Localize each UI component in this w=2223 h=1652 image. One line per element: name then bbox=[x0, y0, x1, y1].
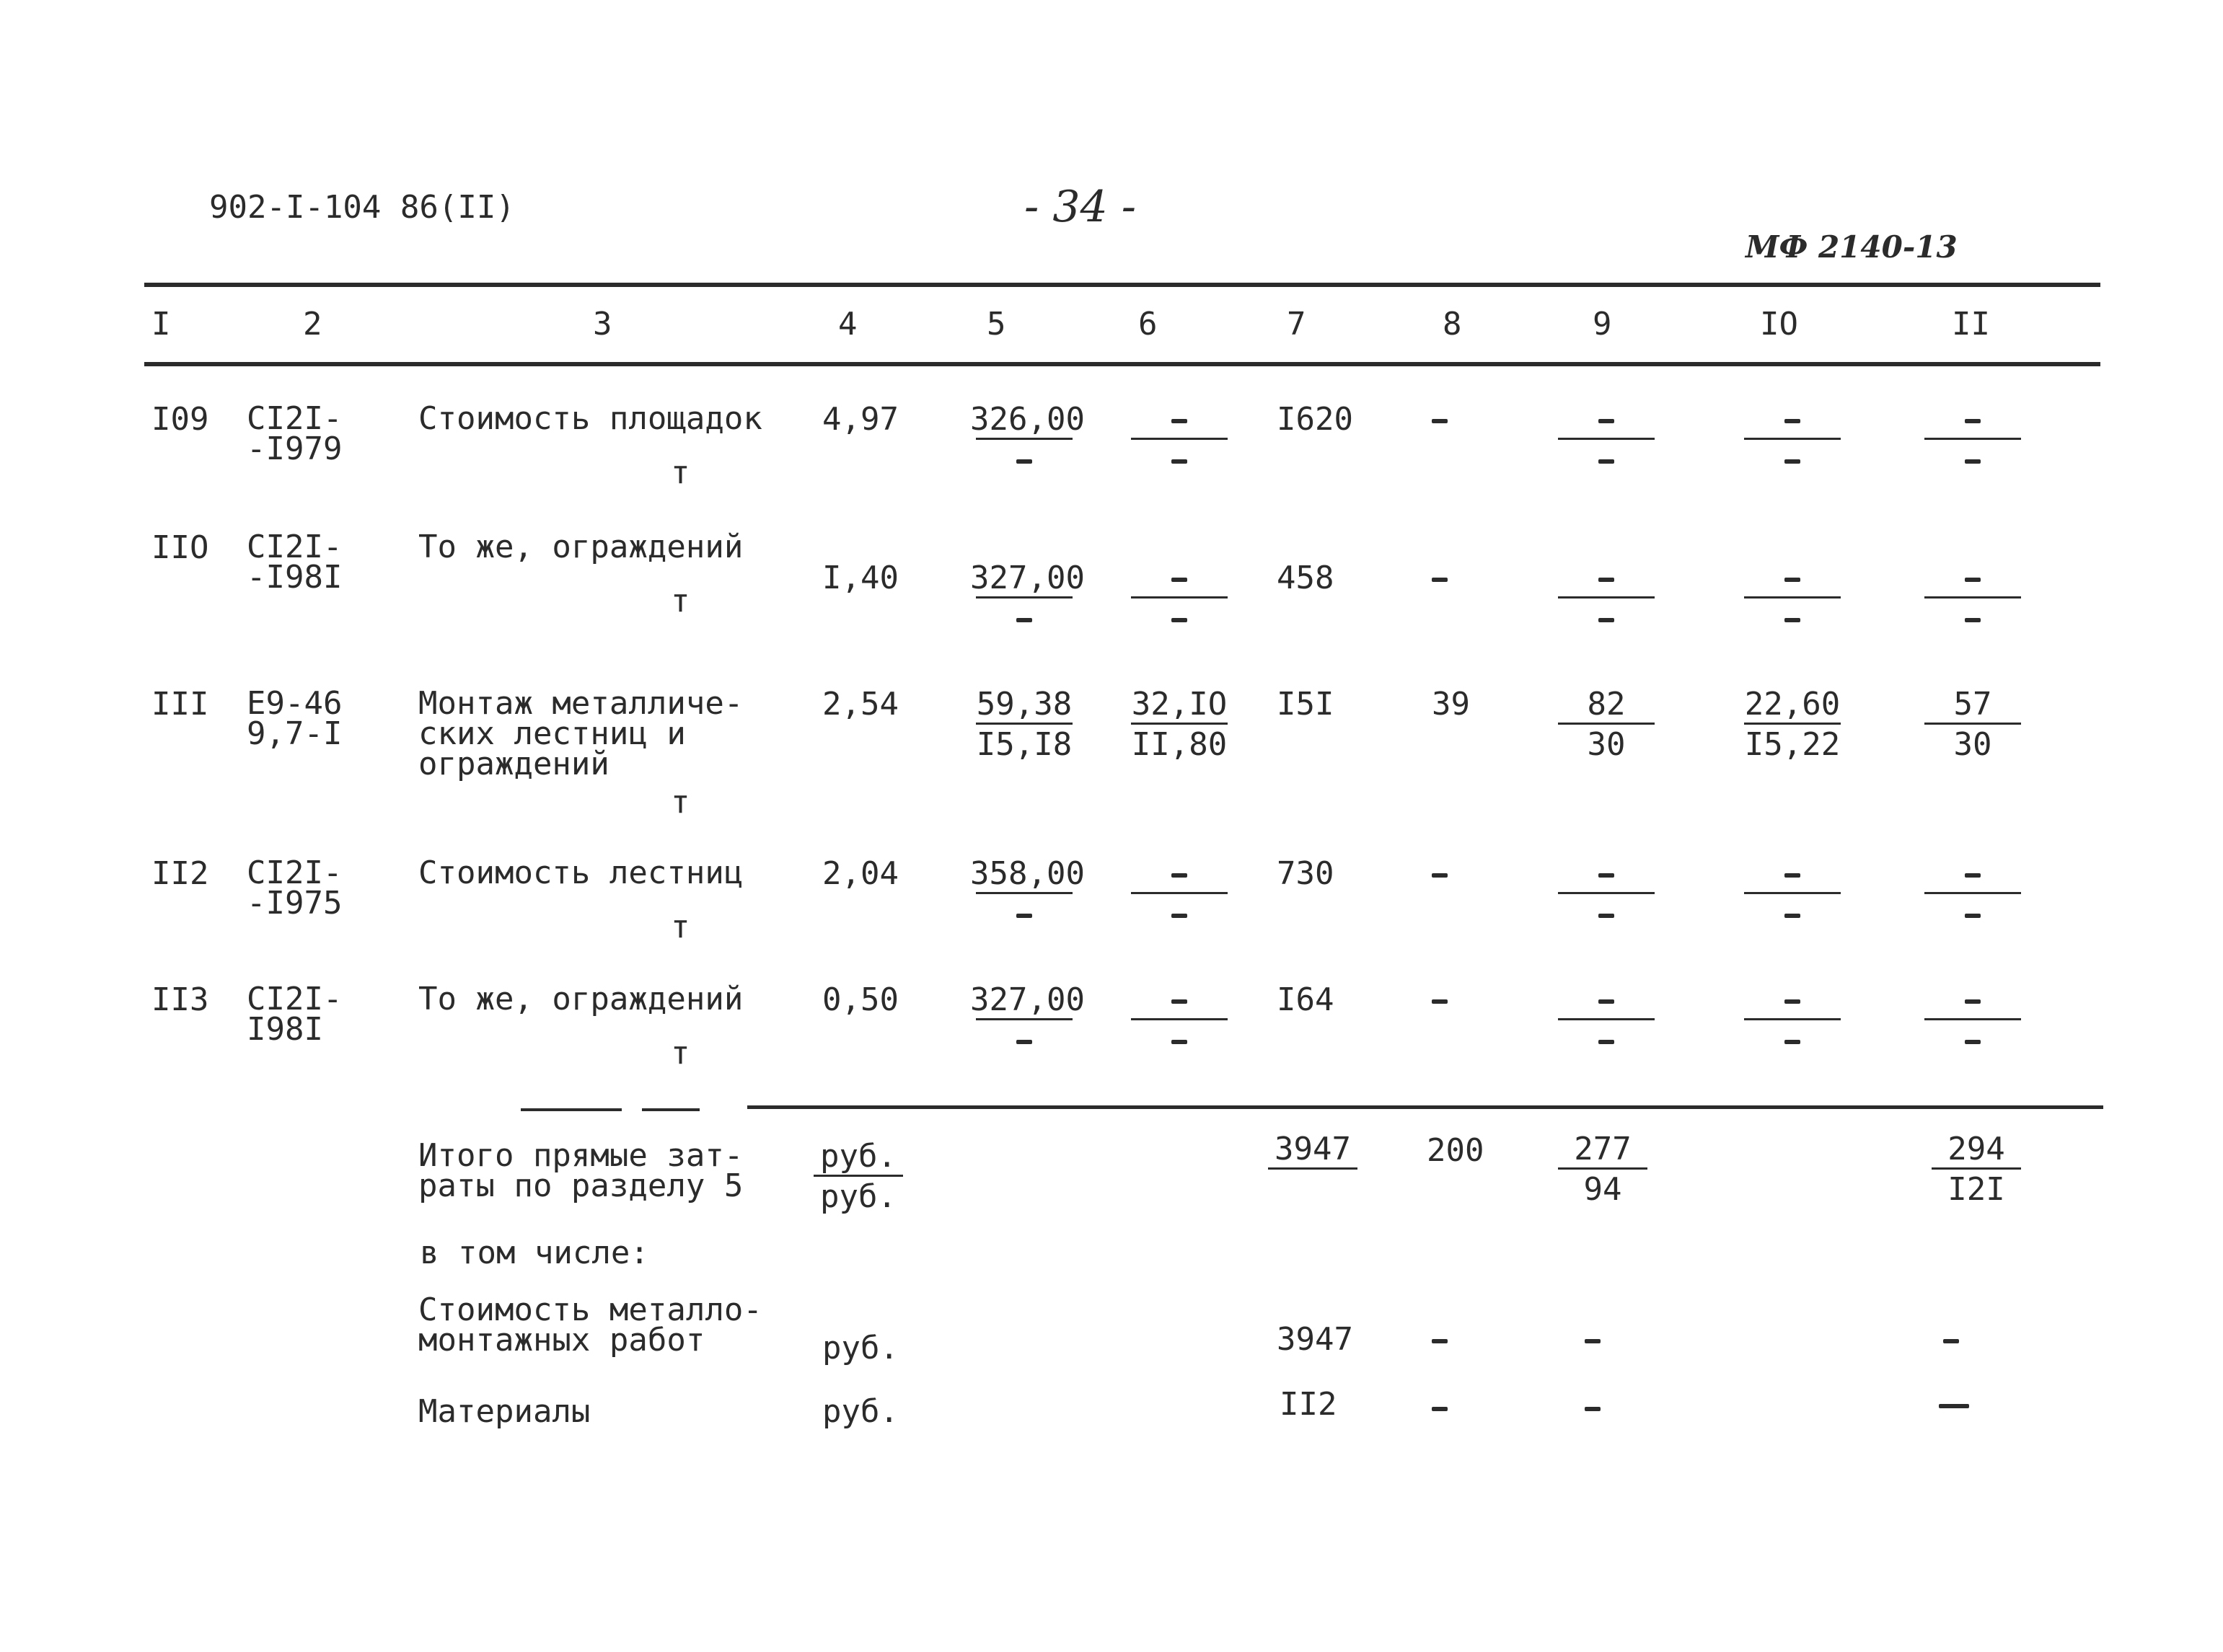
dash-mark bbox=[1016, 1040, 1032, 1044]
unit-cost-total bbox=[970, 981, 1085, 1056]
fraction-bar bbox=[1558, 892, 1655, 894]
row-number: III bbox=[151, 686, 209, 723]
top-value: 82 bbox=[1587, 686, 1626, 723]
dash-mark bbox=[1965, 459, 1981, 464]
dash-mark bbox=[1598, 419, 1614, 423]
row-number: II2 bbox=[151, 855, 209, 892]
dash-mark bbox=[1432, 873, 1448, 878]
col11-value bbox=[1919, 858, 2027, 930]
unit: т bbox=[671, 454, 690, 491]
bot-dash bbox=[1919, 898, 2027, 930]
col8-value bbox=[1432, 404, 1448, 436]
fraction-bar bbox=[1924, 1018, 2021, 1020]
col10-value bbox=[1738, 404, 1846, 476]
total-cost: 730 bbox=[1277, 855, 1334, 892]
unit-cost-total bbox=[970, 686, 1078, 763]
bot-dash bbox=[1552, 1025, 1660, 1056]
dash-mark bbox=[1784, 1040, 1800, 1044]
total-cost: I5I bbox=[1277, 686, 1334, 723]
fraction-bar bbox=[1131, 723, 1228, 725]
col11-value bbox=[1919, 404, 2027, 476]
total-cost: I64 bbox=[1277, 981, 1334, 1018]
fraction-bar bbox=[1268, 1167, 1357, 1170]
totals-unit-top: руб. bbox=[820, 1138, 897, 1175]
fraction-bar bbox=[976, 723, 1073, 725]
bot-dash bbox=[1738, 444, 1846, 476]
dash-mark bbox=[1965, 873, 1981, 878]
dash-mark bbox=[1784, 618, 1800, 622]
top-dash bbox=[1125, 404, 1233, 436]
totals-label: Итого прямые зат- раты по разделу 5 bbox=[418, 1137, 744, 1204]
fraction-bar bbox=[1131, 596, 1228, 598]
header-bottom-rule bbox=[144, 362, 2100, 366]
dash-mark bbox=[1784, 578, 1800, 582]
col8-value: 39 bbox=[1432, 686, 1470, 723]
fraction-bar bbox=[1558, 1018, 1655, 1020]
top-value: 327,00 bbox=[970, 560, 1085, 596]
totals-col7 bbox=[1262, 1131, 1363, 1174]
including-label: в том числе: bbox=[420, 1234, 649, 1271]
fraction-bar bbox=[1924, 596, 2021, 598]
bot-dash bbox=[1125, 444, 1233, 476]
bot-dash bbox=[970, 898, 1078, 930]
bot-dash bbox=[970, 444, 1078, 476]
dash-mark bbox=[1171, 1040, 1187, 1044]
fraction-bar bbox=[1932, 1167, 2021, 1170]
totals-col7-value: 3947 bbox=[1275, 1131, 1351, 1167]
top-value: 57 bbox=[1953, 686, 1992, 723]
dash-mark bbox=[1965, 578, 1981, 582]
dash-mark bbox=[1939, 1404, 1969, 1408]
dash-mark bbox=[1171, 914, 1187, 918]
metal-works-col11 bbox=[1943, 1324, 1959, 1356]
total-cost: 458 bbox=[1277, 560, 1334, 596]
column-header: I bbox=[151, 306, 171, 343]
col8-value bbox=[1432, 562, 1448, 594]
top-dash bbox=[1919, 404, 2027, 436]
col9-value bbox=[1552, 686, 1660, 763]
work-name: То же, ограждений bbox=[418, 981, 744, 1017]
top-dash bbox=[1919, 984, 2027, 1016]
top-dash bbox=[1552, 858, 1660, 890]
unit: т bbox=[671, 583, 690, 619]
dash-mark bbox=[1585, 1339, 1601, 1343]
materials-col8 bbox=[1432, 1392, 1448, 1423]
unit-cost-total bbox=[970, 855, 1085, 930]
norm-code: E9-46 9,7-I bbox=[247, 685, 343, 752]
col8-value bbox=[1432, 984, 1448, 1016]
bot-value: 30 bbox=[1587, 726, 1626, 763]
col10-value bbox=[1738, 562, 1846, 635]
materials-unit: руб. bbox=[822, 1393, 899, 1430]
fraction-bar bbox=[1558, 723, 1655, 725]
col9-value bbox=[1552, 404, 1660, 476]
quantity: 2,04 bbox=[822, 855, 899, 892]
fraction-bar bbox=[1924, 438, 2021, 440]
work-name: Стоимость площадок bbox=[418, 400, 762, 437]
fraction-bar bbox=[1744, 1018, 1841, 1020]
dash-mark bbox=[1171, 618, 1187, 622]
fraction-bar bbox=[1131, 438, 1228, 440]
top-dash bbox=[1552, 984, 1660, 1016]
table-top-rule bbox=[144, 283, 2100, 287]
column-header: IO bbox=[1760, 306, 1798, 343]
document-code: 902-I-104 86(II) bbox=[209, 189, 515, 226]
totals-col9-top: 277 bbox=[1574, 1131, 1632, 1167]
top-dash bbox=[1552, 562, 1660, 594]
top-dash bbox=[1125, 562, 1233, 594]
dash-mark bbox=[1598, 914, 1614, 918]
totals-col8: 200 bbox=[1427, 1132, 1484, 1169]
dash-mark bbox=[1965, 419, 1981, 423]
materials-col7: II2 bbox=[1280, 1386, 1337, 1423]
bot-dash bbox=[1125, 1025, 1233, 1056]
top-dash bbox=[1552, 404, 1660, 436]
top-dash bbox=[1738, 404, 1846, 436]
top-value: 326,00 bbox=[970, 401, 1085, 438]
dash-mark bbox=[1432, 1339, 1448, 1343]
bot-dash bbox=[1738, 898, 1846, 930]
column-header: 8 bbox=[1443, 306, 1462, 343]
norm-code: CI2I- -I98I bbox=[247, 529, 343, 596]
fraction-bar bbox=[1744, 892, 1841, 894]
totals-unit-bottom: руб. bbox=[820, 1178, 897, 1215]
bot-dash bbox=[1919, 444, 2027, 476]
dash-mark bbox=[1965, 1040, 1981, 1044]
metal-works-unit: руб. bbox=[822, 1330, 899, 1366]
bot-dash bbox=[1125, 603, 1233, 635]
top-value: 358,00 bbox=[970, 855, 1085, 892]
work-name: Монтаж металличе- ских лестниц и ограждений bbox=[418, 685, 744, 782]
fraction-bar bbox=[1131, 892, 1228, 894]
bot-value: I5,I8 bbox=[976, 726, 1073, 763]
unit-cost-wages bbox=[1125, 686, 1233, 763]
fraction-bar bbox=[1558, 1167, 1647, 1170]
dash-mark bbox=[1598, 873, 1614, 878]
dash-mark bbox=[1598, 999, 1614, 1004]
metal-works-col9 bbox=[1585, 1324, 1601, 1356]
bot-dash bbox=[1125, 898, 1233, 930]
materials-col11 bbox=[1939, 1389, 1969, 1421]
column-header: 6 bbox=[1138, 306, 1158, 343]
dash-mark bbox=[1598, 1040, 1614, 1044]
bot-dash bbox=[1919, 1025, 2027, 1056]
totals-col9-bottom: 94 bbox=[1583, 1171, 1622, 1208]
fraction-bar bbox=[814, 1175, 903, 1177]
bot-dash bbox=[1552, 898, 1660, 930]
bot-dash bbox=[1919, 603, 2027, 635]
dash-mark bbox=[1965, 999, 1981, 1004]
bot-dash bbox=[1738, 603, 1846, 635]
quantity: 4,97 bbox=[822, 401, 899, 438]
dash-mark bbox=[1598, 618, 1614, 622]
unit: т bbox=[671, 1035, 690, 1072]
archive-stamp: МФ 2140-13 bbox=[1746, 229, 1958, 265]
col9-value bbox=[1552, 984, 1660, 1056]
bot-value: 30 bbox=[1953, 726, 1992, 763]
dash-mark bbox=[1016, 459, 1032, 464]
bot-dash bbox=[970, 1025, 1078, 1056]
fraction-bar bbox=[1744, 596, 1841, 598]
row-number: I09 bbox=[151, 401, 209, 438]
unit-cost-wages bbox=[1125, 404, 1233, 476]
unit-cost-total bbox=[970, 401, 1085, 476]
fraction-bar bbox=[976, 892, 1073, 894]
top-dash bbox=[1919, 858, 2027, 890]
dash-mark bbox=[1171, 459, 1187, 464]
col9-value bbox=[1552, 858, 1660, 930]
unit: т bbox=[671, 784, 690, 821]
row-number: II3 bbox=[151, 981, 209, 1018]
quantity: 2,54 bbox=[822, 686, 899, 723]
totals-col9 bbox=[1552, 1131, 1653, 1208]
col10-value bbox=[1738, 984, 1846, 1056]
fraction-bar bbox=[976, 596, 1073, 598]
norm-code: CI2I- -I979 bbox=[247, 400, 343, 467]
col11-value bbox=[1919, 984, 2027, 1056]
row-number: IIO bbox=[151, 529, 209, 566]
dash-mark bbox=[1598, 459, 1614, 464]
top-dash bbox=[1125, 984, 1233, 1016]
norm-code: CI2I- -I975 bbox=[247, 854, 343, 922]
metal-works-col8 bbox=[1432, 1324, 1448, 1356]
top-dash bbox=[1125, 858, 1233, 890]
totals-col11-top: 294 bbox=[1947, 1131, 2005, 1167]
fraction-bar bbox=[1744, 723, 1841, 725]
dash-mark bbox=[1585, 1407, 1601, 1411]
totals-rule bbox=[747, 1105, 2103, 1109]
dash-mark bbox=[1432, 1407, 1448, 1411]
top-value: 59,38 bbox=[976, 686, 1073, 723]
dash-mark bbox=[1965, 914, 1981, 918]
dash-mark bbox=[1943, 1339, 1959, 1343]
bot-dash bbox=[1552, 444, 1660, 476]
norm-code: CI2I- I98I bbox=[247, 981, 343, 1048]
column-header: 2 bbox=[303, 306, 322, 343]
totals-rule-short-1 bbox=[521, 1108, 622, 1111]
dash-mark bbox=[1016, 914, 1032, 918]
col8-value bbox=[1432, 858, 1448, 890]
unit-cost-wages bbox=[1125, 984, 1233, 1056]
col10-value bbox=[1738, 686, 1846, 763]
fraction-bar bbox=[976, 438, 1073, 440]
fraction-bar bbox=[1558, 596, 1655, 598]
page-number: - 34 - bbox=[1024, 182, 1137, 232]
bot-dash bbox=[1552, 603, 1660, 635]
fraction-bar bbox=[1744, 438, 1841, 440]
materials-label: Материалы bbox=[418, 1393, 591, 1430]
dash-mark bbox=[1784, 873, 1800, 878]
dash-mark bbox=[1784, 999, 1800, 1004]
fraction-bar bbox=[1131, 1018, 1228, 1020]
fraction-bar bbox=[1924, 723, 2021, 725]
quantity: 0,50 bbox=[822, 981, 899, 1018]
metal-works-col7: 3947 bbox=[1277, 1321, 1353, 1358]
dash-mark bbox=[1432, 419, 1448, 423]
dash-mark bbox=[1598, 578, 1614, 582]
dash-mark bbox=[1171, 578, 1187, 582]
dash-mark bbox=[1965, 618, 1981, 622]
totals-rule-short-2 bbox=[642, 1108, 700, 1111]
dash-mark bbox=[1784, 914, 1800, 918]
metal-works-label: Стоимость металло- монтажных работ bbox=[418, 1291, 762, 1359]
column-header: 9 bbox=[1593, 306, 1612, 343]
dash-mark bbox=[1171, 419, 1187, 423]
fraction-bar bbox=[1558, 438, 1655, 440]
column-header: 5 bbox=[987, 306, 1006, 343]
totals-unit bbox=[808, 1138, 909, 1215]
unit-cost-wages bbox=[1125, 858, 1233, 930]
unit: т bbox=[671, 909, 690, 945]
col11-value bbox=[1919, 686, 2027, 763]
top-dash bbox=[1738, 562, 1846, 594]
bot-dash bbox=[1738, 1025, 1846, 1056]
dash-mark bbox=[1784, 459, 1800, 464]
column-header: 3 bbox=[593, 306, 612, 343]
bot-value: II,80 bbox=[1131, 726, 1228, 763]
unit-cost-wages bbox=[1125, 562, 1233, 635]
column-header: II bbox=[1952, 306, 1990, 343]
total-cost: I620 bbox=[1277, 401, 1353, 438]
top-dash bbox=[1919, 562, 2027, 594]
col9-value bbox=[1552, 562, 1660, 635]
top-value: 327,00 bbox=[970, 981, 1085, 1018]
dash-mark bbox=[1432, 999, 1448, 1004]
dash-mark bbox=[1016, 618, 1032, 622]
materials-col9 bbox=[1585, 1392, 1601, 1423]
work-name: То же, ограждений bbox=[418, 529, 744, 565]
totals-col11 bbox=[1926, 1131, 2027, 1208]
unit-cost-total bbox=[970, 560, 1085, 635]
column-header: 4 bbox=[838, 306, 858, 343]
bot-value: I5,22 bbox=[1744, 726, 1841, 763]
bot-dash bbox=[970, 603, 1078, 635]
quantity: I,40 bbox=[822, 560, 899, 596]
col10-value bbox=[1738, 858, 1846, 930]
work-name: Стоимость лестниц bbox=[418, 854, 744, 891]
top-dash bbox=[1738, 858, 1846, 890]
column-header: 7 bbox=[1287, 306, 1306, 343]
col11-value bbox=[1919, 562, 2027, 635]
fraction-bar bbox=[1924, 892, 2021, 894]
dash-mark bbox=[1171, 999, 1187, 1004]
top-value: 32,IO bbox=[1131, 686, 1228, 723]
dash-mark bbox=[1432, 578, 1448, 582]
dash-mark bbox=[1784, 419, 1800, 423]
totals-col11-bottom: I2I bbox=[1947, 1171, 2005, 1208]
top-dash bbox=[1738, 984, 1846, 1016]
fraction-bar bbox=[976, 1018, 1073, 1020]
dash-mark bbox=[1171, 873, 1187, 878]
top-value: 22,60 bbox=[1744, 686, 1841, 723]
